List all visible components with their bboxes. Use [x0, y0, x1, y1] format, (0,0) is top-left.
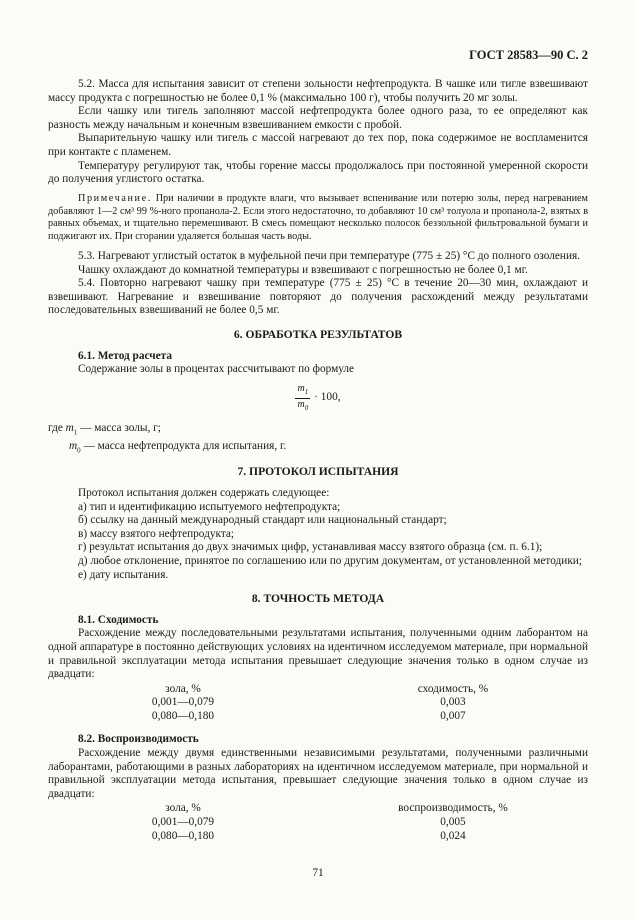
table-header-cell: воспроизводимость, % [398, 802, 508, 815]
table-header-cell: зола, % [165, 682, 201, 695]
paragraph: Если чашку или тигель заполняют массой нефтепродукта более одного раза, то ее определяют как разность между начальным и конечным взвешиванием емкости с пробой. [48, 105, 588, 131]
table-header-row [48, 802, 588, 816]
repeatability-table [48, 683, 588, 724]
table-header-row [48, 683, 588, 697]
paragraph-5-3: 5.3. Нагревают углистый остаток в муфельной печи при температуре (775 ± 25) °С до полного озоления. [78, 249, 581, 262]
table-row [48, 710, 588, 724]
table-cell: 0,007 [440, 709, 466, 722]
reproducibility-table [48, 802, 588, 843]
list-item: б) ссылку на данный международный стандарт или национальный стандарт; [78, 514, 447, 527]
formula-numerator: $m_1$ [295, 383, 310, 399]
table-row [48, 696, 588, 710]
table-header-cell: сходимость, % [417, 682, 489, 695]
paragraph: Чашку охлаждают до комнатной температуры и взвешивают с погрешностью не более 0,1 мг. [78, 263, 528, 276]
section-heading-6: 6. ОБРАБОТКА РЕЗУЛЬТАТОВ [233, 327, 403, 341]
section-heading-7: 7. ПРОТОКОЛ ИСПЫТАНИЯ [237, 465, 399, 479]
table-cell: 0,024 [440, 829, 466, 842]
table-cell: 0,001—0,079 [151, 696, 215, 709]
list-item: д) любое отклонение, принятое по соглашению или по другим документам, от установленной методики; [78, 554, 582, 567]
subsection-8-1: 8.1. Сходимость [78, 613, 159, 626]
formula [48, 383, 588, 414]
paragraph: Содержание золы в процентах рассчитывают по формуле [78, 363, 355, 376]
formula-fraction [295, 383, 310, 414]
document-page [48, 0, 588, 920]
paragraph: Температуру регулируют так, чтобы горение массы продолжалось при постоянной умеренной скорости до получения углистого остатка. [48, 159, 588, 186]
table-header-cell: зола, % [165, 802, 201, 815]
page-header: ГОСТ 28583—90 С. 2 [469, 48, 588, 62]
note [48, 193, 588, 244]
table-cell: 0,001—0,079 [151, 816, 215, 829]
list-item: а) тип и идентификацию испытуемого нефтепродукта; [78, 500, 341, 513]
table-cell: 0,080—0,180 [151, 829, 215, 842]
table-cell: 0,005 [440, 816, 466, 829]
paragraph: Протокол испытания должен содержать следующее: [78, 486, 330, 499]
where-line-1: где $m_1$ — масса золы, г; [48, 421, 161, 436]
table-row [48, 830, 588, 844]
note-text: При наличии в продукте влаги, что вызывает вспенивание или потерю золы, перед нагреванием добавляют 1—2 см³ 99 %-ного пропанола-2. Если этого недостаточно, то добавляют 10 см³ толуола и пропанола-2, взятых в равных объемах, и тщательно перемешивают. В смесь помещают несколько полосок беззольной фильтровальной бумаги и поджигают их. При сгорании удаляется большая часть воды. [48, 192, 588, 243]
table-cell: 0,080—0,180 [151, 709, 215, 722]
formula-tail: · 100, [314, 391, 341, 404]
list-item: в) массу взятого нефтепродукта; [78, 527, 235, 540]
section-heading-8: 8. ТОЧНОСТЬ МЕТОДА [251, 592, 385, 606]
where-line-2: $m_0$ — масса нефтепродукта для испытания, г. [69, 439, 287, 454]
paragraph-5-2: 5.2. Масса для испытания зависит от степени зольности нефтепродукта. В чашке или тигле взвешивают массу продукта с погрешностью не более 0,1 % (максимально 100 г), чтобы получить 20 мг золы. [48, 78, 588, 104]
paragraph: Расхождение между последовательными результатами испытания, полученными одним лаборантом на одной аппаратуре в постоянно действующих условиях на идентичном исследуемом материале, при нормальной и правильной эксплуатации метода испытания превышает следующие значения только в одном случае из двадцати: [48, 627, 588, 681]
subsection-8-2: 8.2. Воспроизводимость [78, 733, 199, 746]
subsection-6-1: 6.1. Метод расчета [78, 349, 172, 362]
paragraph-5-4: 5.4. Повторно нагревают чашку при температуре (775 ± 25) °С в течение 20—30 мин, охлаждают и взвешивают. Нагревание и взвешивание повторяют до получения расхождений между результатами последовательных взвешиваний не более 0,5 мг. [48, 277, 588, 317]
paragraph: Выпарительную чашку или тигель с массой нагревают до тех пор, пока содержимое не воспламенится при контакте с пламенем. [48, 132, 588, 158]
table-cell: 0,003 [440, 696, 466, 709]
formula-denominator: $m_0$ [297, 398, 309, 412]
note-label: Примечание. [78, 192, 152, 204]
page-number: 71 [312, 867, 324, 879]
list-item: е) дату испытания. [78, 568, 169, 581]
document-body [48, 78, 588, 843]
table-row [48, 816, 588, 830]
list-item: г) результат испытания до двух значимых цифр, устанавливая массу взятого образца (см. п. 6.1); [78, 541, 543, 554]
paragraph: Расхождение между двумя единственными независимыми результатами, полученными различными лаборантами, работающими в разных лабораториях на идентичном исследуемом материале, при нормальной и правильной эксплуатации метода испытания, превышает следующие значения только в одном случае из двадцати: [48, 747, 588, 800]
